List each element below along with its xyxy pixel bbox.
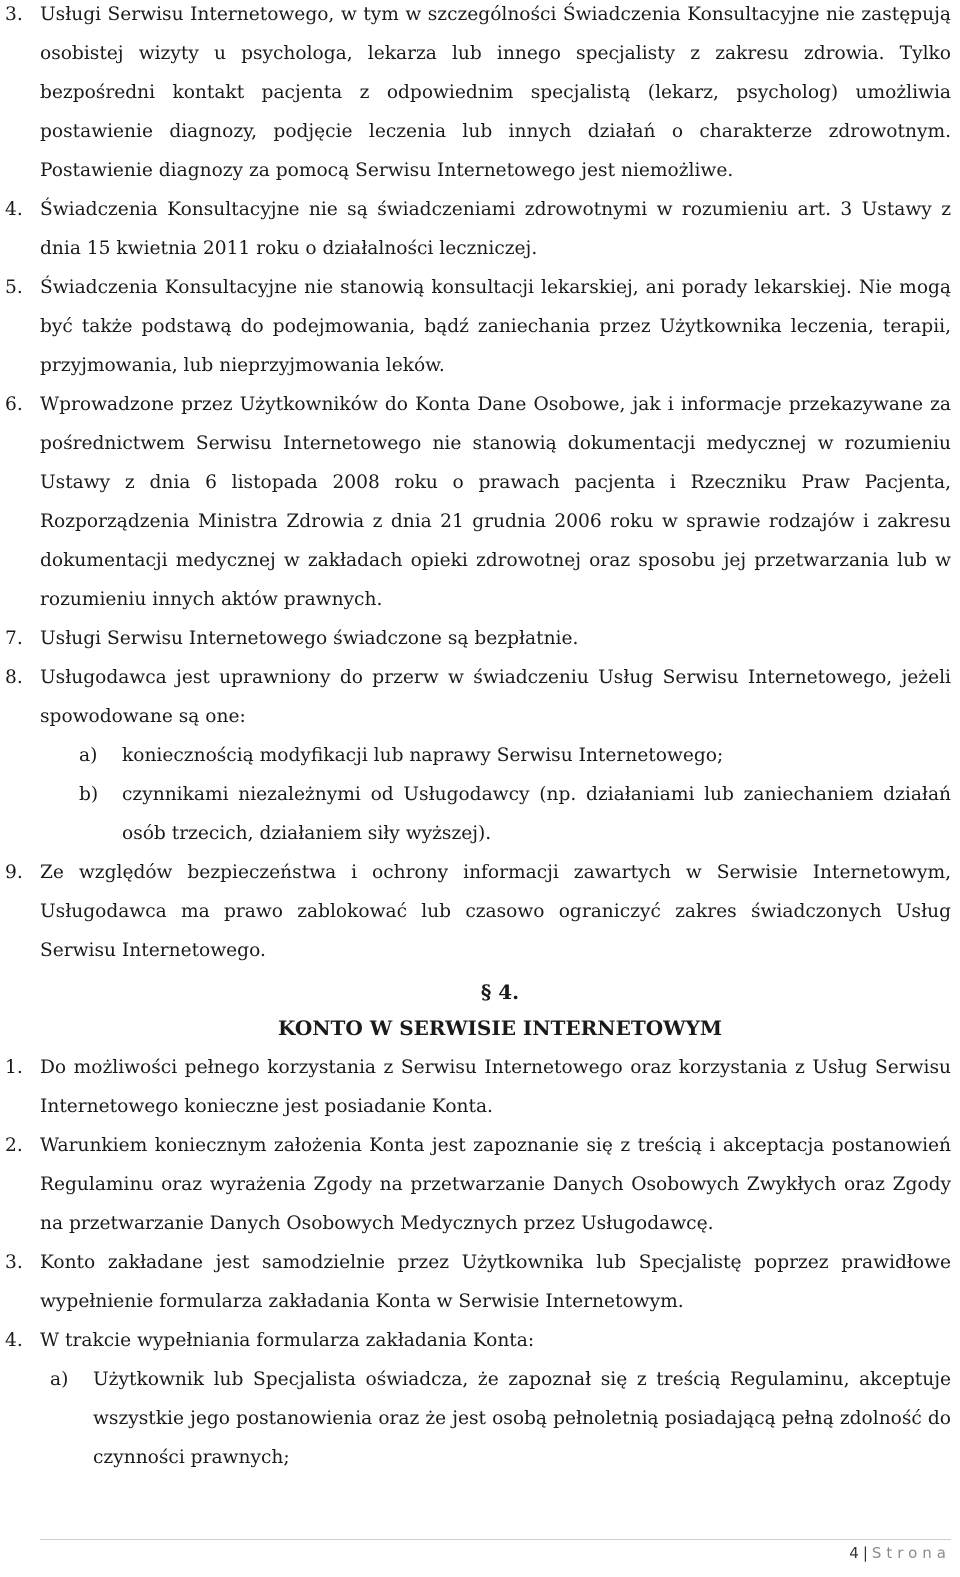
paragraph-item-b4: [0, 1321, 960, 1360]
paragraph-item-9: [0, 853, 960, 970]
item-text: Usługi Serwisu Internetowego świadczone są bezpłatnie.: [40, 628, 579, 649]
page-footer: [849, 1544, 951, 1562]
item-number: 3.: [5, 1252, 23, 1273]
paragraph-item-5: [0, 268, 960, 385]
item-number: 1.: [5, 1057, 23, 1078]
item-text: Ze względów bezpieczeństwa i ochrony informacji zawartych w Serwisie Internetowym, Usługodawca ma prawo zablokować lub czasowo ograniczyć zakres świadczonych Usług Serwisu Internetowego.: [40, 862, 951, 961]
subitem-letter: a): [50, 1369, 69, 1390]
section-sign: § 4.: [480, 980, 520, 1004]
paragraph-item-b1: [0, 1048, 960, 1126]
paragraph-item-4: [0, 190, 960, 268]
footer-separator: |: [862, 1544, 868, 1562]
page-number: 4: [849, 1544, 859, 1562]
subitem-8b: [0, 775, 960, 853]
subitem-letter: b): [79, 784, 99, 805]
item-number: 6.: [5, 394, 23, 415]
item-text: Świadczenia Konsultacyjne nie stanowią konsultacji lekarskiej, ani porady lekarskiej. Nie mogą być także podstawą do podejmowania, bądź zaniechania przez Użytkownika leczenia, terapii, przyjmowania, lub nieprzyjmowania leków.: [40, 277, 951, 376]
subitem-text: czynnikami niezależnymi od Usługodawcy (np. działaniami lub zaniechaniem działań osób trzecich, działaniem siły wyższej).: [122, 784, 951, 844]
item-number: 4.: [5, 199, 23, 220]
subitem-letter: a): [79, 745, 98, 766]
paragraph-item-3: [0, 0, 960, 190]
item-number: 4.: [5, 1330, 23, 1351]
subitem-8a: [0, 736, 960, 775]
item-text: Warunkiem koniecznym założenia Konta jest zapoznanie się z treścią i akceptacja postanowień Regulaminu oraz wyrażenia Zgody na przetwarzanie Danych Osobowych Zwykłych oraz Zgody na przetwarzanie Danych Osobowych Medycznych przez Usługodawcę.: [40, 1135, 951, 1234]
item-text: W trakcie wypełniania formularza zakładania Konta:: [40, 1330, 535, 1351]
footer-label: Strona: [871, 1544, 951, 1562]
item-text: Usługi Serwisu Internetowego, w tym w szczególności Świadczenia Konsultacyjne nie zastępują osobistej wizyty u psychologa, lekarza lub innego specjalisty z zakresu zdrowia. Tylko bezpośredni kontakt pacjenta z odpowiednim specjalistą (lekarz, psycholog) umożliwia postawienie diagnozy, podjęcie leczenia lub innych działań o charakterze zdrowotnym. Postawienie diagnozy za pomocą Serwisu Internetowego jest niemożliwe.: [40, 4, 951, 181]
item-number: 9.: [5, 862, 23, 883]
footer-divider: [40, 1539, 951, 1540]
item-number: 5.: [5, 277, 23, 298]
paragraph-item-6: [0, 385, 960, 619]
paragraph-item-b3: [0, 1243, 960, 1321]
item-number: 3.: [5, 4, 23, 25]
item-text: Wprowadzone przez Użytkowników do Konta Dane Osobowe, jak i informacje przekazywane za pośrednictwem Serwisu Internetowego nie stanowią dokumentacji medycznej w rozumieniu Ustawy z dnia 6 listopada 2008 roku o prawach pacjenta i Rzeczniku Praw Pacjenta, Rozporządzenia Ministra Zdrowia z dnia 21 grudnia 2006 roku w sprawie rodzajów i zakresu dokumentacji medycznej w zakładach opieki zdrowotnej oraz sposobu jej przetwarzania lub w rozumieniu innych aktów prawnych.: [40, 394, 951, 610]
item-number: 2.: [5, 1135, 23, 1156]
section-title: KONTO W SERWISIE INTERNETOWYM: [277, 1016, 723, 1040]
item-text: Usługodawca jest uprawniony do przerw w świadczeniu Usług Serwisu Internetowego, jeżeli spowodowane są one:: [40, 667, 951, 727]
paragraph-item-8: [0, 658, 960, 736]
subitem-text: koniecznością modyfikacji lub naprawy Serwisu Internetowego;: [122, 745, 724, 766]
subitem-text: Użytkownik lub Specjalista oświadcza, że zapoznał się z treścią Regulaminu, akceptuje wszystkie jego postanowienia oraz że jest osobą pełnoletnią posiadającą pełną zdolność do czynności prawnych;: [93, 1369, 951, 1468]
subitem-b4a: [0, 1360, 960, 1477]
item-number: 7.: [5, 628, 23, 649]
paragraph-item-b2: [0, 1126, 960, 1243]
paragraph-item-7: [0, 619, 960, 658]
item-text: Do możliwości pełnego korzystania z Serwisu Internetowego oraz korzystania z Usług Serwisu Internetowego konieczne jest posiadanie Konta.: [40, 1057, 951, 1117]
item-text: Konto zakładane jest samodzielnie przez Użytkownika lub Specjalistę poprzez prawidłowe wypełnienie formularza zakładania Konta w Serwisie Internetowym.: [40, 1252, 951, 1312]
item-text: Świadczenia Konsultacyjne nie są świadczeniami zdrowotnymi w rozumieniu art. 3 Ustawy z dnia 15 kwietnia 2011 roku o działalności leczniczej.: [40, 199, 951, 259]
item-number: 8.: [5, 667, 23, 688]
